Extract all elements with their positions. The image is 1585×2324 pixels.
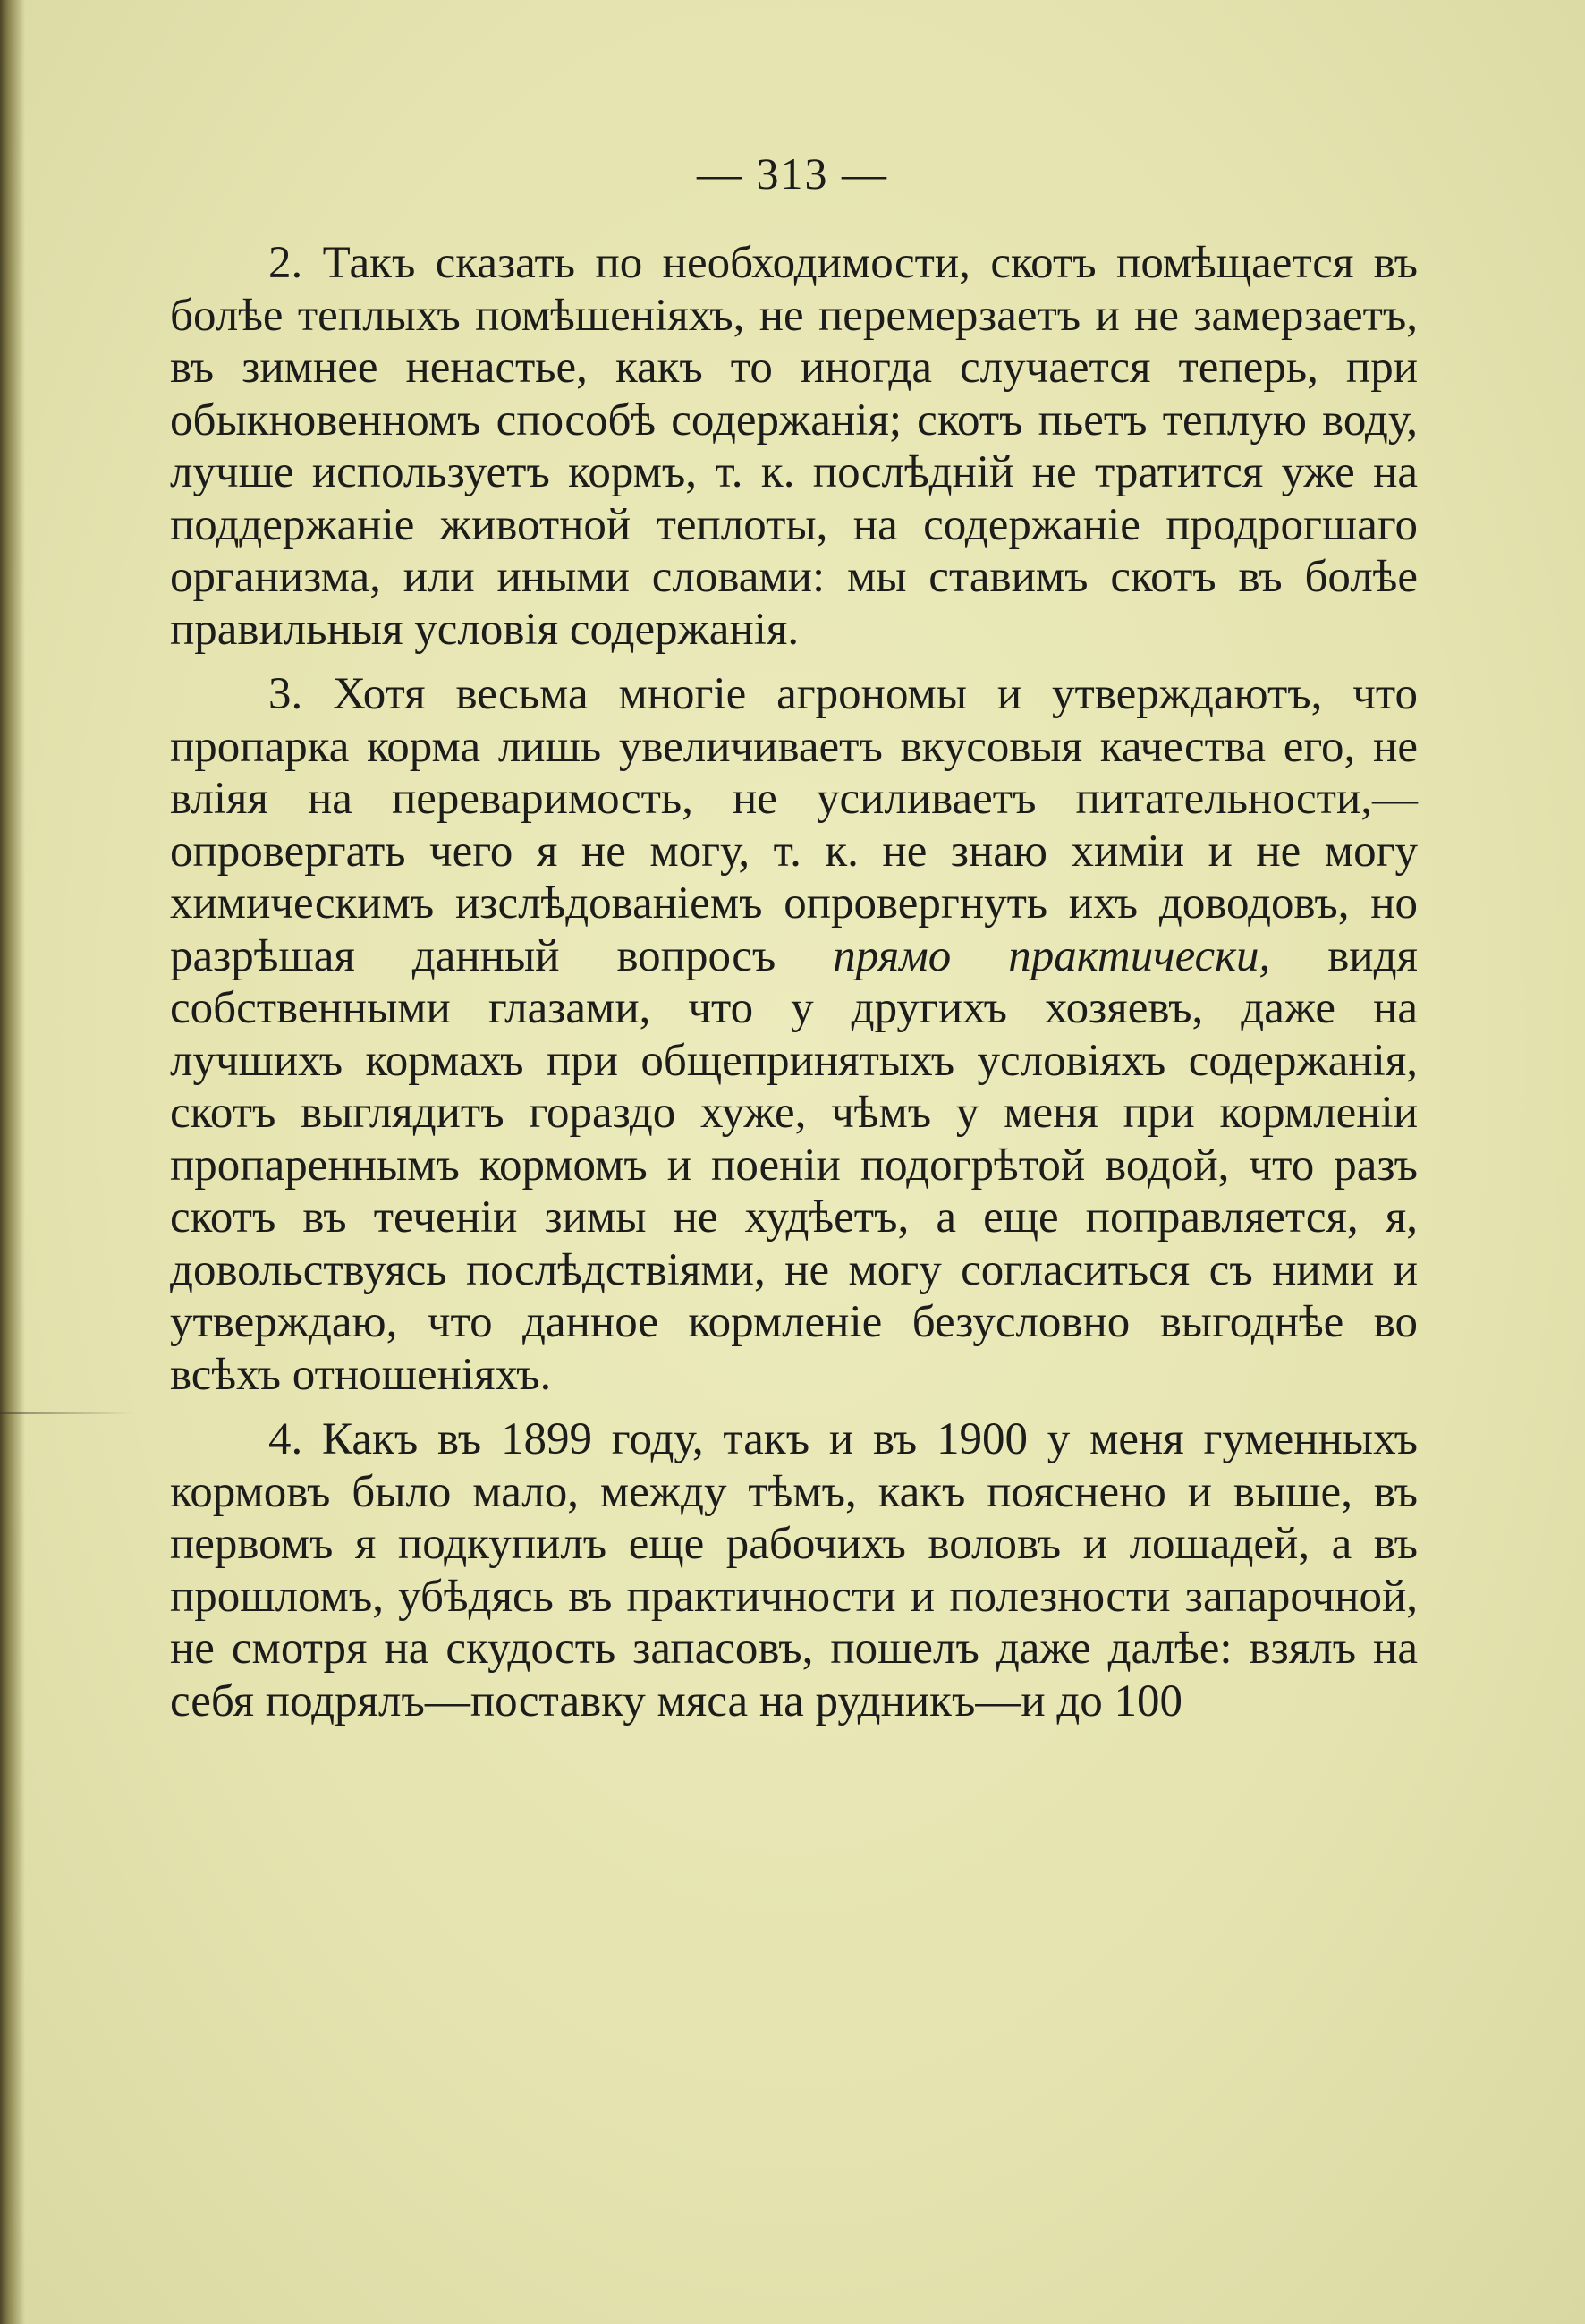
paragraph-3-text-after: видя собственными глазами, что у другихъ хозяевъ, даже на лучшихъ кормахъ при общепринятыхъ условіяхъ содержанія, скотъ выглядитъ гораздо хуже, чѣмъ у меня при кормленіи пропареннымъ кормомъ и поеніи подогрѣтой водой, что разъ скотъ въ теченіи зимы не худѣетъ, а еще поправляется, я, довольствуясь послѣдствіями, не могу согласиться съ ними и утверждаю, что данное кормленіе безусловно выгоднѣе во всѣхъ отношеніяхъ.: [170, 930, 1419, 1400]
margin-mark: [0, 1412, 134, 1414]
paragraph-3-italic-phrase: прямо практически,: [833, 930, 1271, 981]
paragraph-3: [170, 668, 1418, 1401]
body-text: [170, 237, 1418, 1727]
paragraph-4: 4. Какъ въ 1899 году, такъ и въ 1900 у меня гуменныхъ кормовъ было мало, между тѣмъ, какъ пояснено и выше, въ первомъ я подкупилъ еще рабочихъ воловъ и лошадей, а въ прошломъ, убѣдясь въ практичности и полезности запарочной, не смотря на скудость запасовъ, пошелъ даже далѣе: взялъ на себя подрялъ—поставку мяса на рудникъ—и до 100: [170, 1414, 1418, 1726]
binding-shadow: [0, 0, 25, 2324]
paragraph-2: 2. Такъ сказать по необходимости, скотъ помѣщается въ болѣе теплыхъ помѣшеніяхъ, не перемерзаетъ и не замерзаетъ, въ зимнее ненастье, какъ то иногда случается теперь, при обыкновенномъ способѣ содержанія; скотъ пьетъ теплую воду, лучше используетъ кормъ, т. к. послѣдній не тратится уже на поддержаніе животной теплоты, на содержаніе продрогшаго организма, или иными словами: мы ставимъ скотъ въ болѣе правильныя условія содержанія.: [170, 238, 1418, 655]
paragraph-3-text-before: 3. Хотя весьма многіе агрономы и утверждаютъ, что пропарка корма лишь увеличиваетъ вкусовыя качества его, не вліяя на переваримость, не усиливаетъ питательности,—опровергать чего я не могу, т. к. не знаю химіи и не могу химическимъ изслѣдованіемъ опровергнуть ихъ доводовъ, но разрѣшая данный вопросъ: [170, 669, 1418, 981]
page-number: — 313 —: [697, 148, 888, 199]
